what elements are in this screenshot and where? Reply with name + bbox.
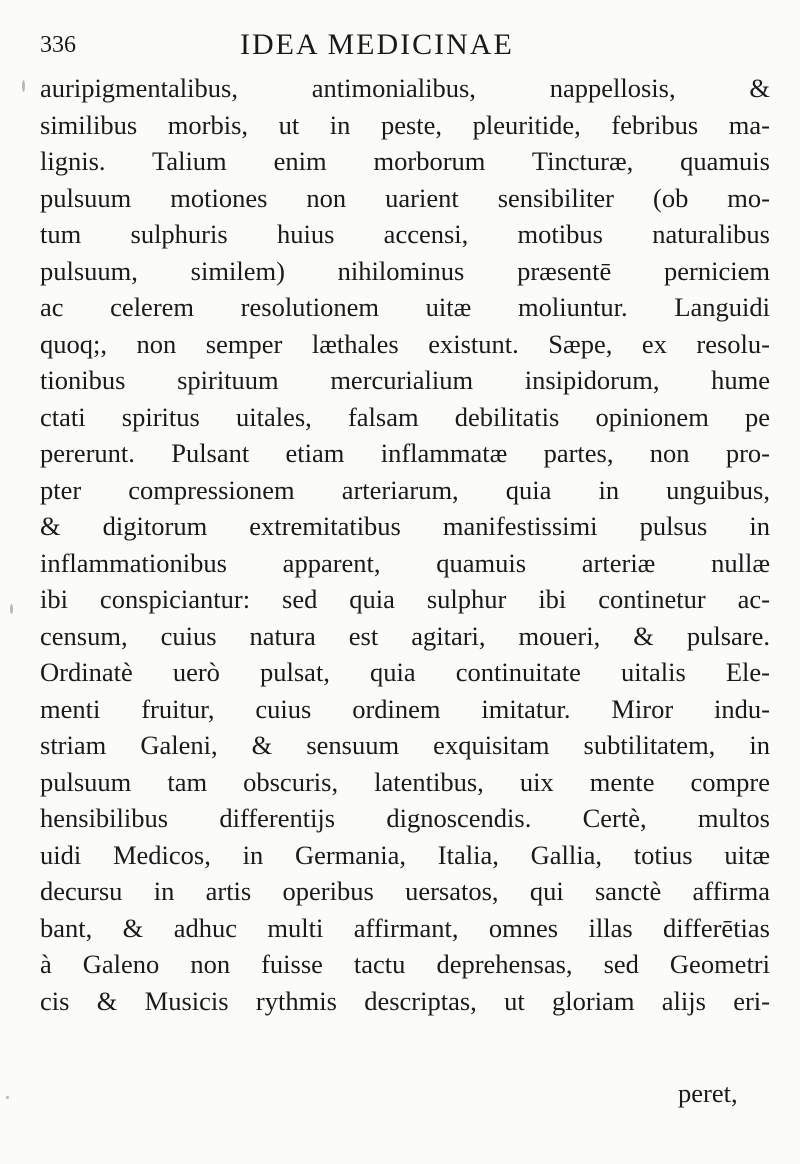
text-line: cis & Musicis rythmis descriptas, ut gloriam alijs eri- [40,985,770,1016]
text-line: censum, cuius natura est agitari, moueri, & pulsare. [40,620,770,651]
running-head: IDEA MEDICINAE [240,28,514,61]
ink-speck [6,1096,9,1099]
text-line: lignis. Talium enim morborum Tincturæ, quamuis [40,146,770,176]
ink-speck [10,604,13,614]
text-line: hensibilibus differentijs dignoscendis. Certè, multos [40,803,770,833]
text-line: pulsuum motiones non uarient sensibiliter (ob mo- [40,182,770,213]
text-line: bant, & adhuc multi affirmant, omnes illas differētias [40,912,770,943]
page-header [40,28,770,68]
body-text [40,70,770,1019]
text-line: striam Galeni, & sensuum exquisitam subtilitatem, in [40,730,770,760]
text-line: uidi Medicos, in Germania, Italia, Gallia, totius uitæ [40,839,770,870]
text-line: tionibus spirituum mercurialium insipidorum, hume [40,365,770,395]
text-line: inflammationibus apparent, quamuis arteriæ nullæ [40,547,770,578]
text-line: quoq;, non semper læthales existunt. Sæpe, ex resolu- [40,328,770,359]
page-number: 336 [40,32,76,58]
text-line: pter compressionem arteriarum, quia in unguibus, [40,474,770,505]
text-line: similibus morbis, ut in peste, pleuritide, febribus ma- [40,109,770,140]
text-line: ctati spiritus uitales, falsam debilitatis opinionem pe [40,401,770,432]
text-line: ibi conspiciantur: sed quia sulphur ibi continetur ac- [40,584,770,614]
text-line: pererunt. Pulsant etiam inflammatæ partes, non pro- [40,438,770,468]
ink-speck [22,80,25,92]
text-line: Ordinatè uerò pulsat, quia continuitate uitalis Ele- [40,657,770,687]
text-line: à Galeno non fuisse tactu deprehensas, sed Geometri [40,949,770,979]
text-line: auripigmentalibus, antimonialibus, nappellosis, & [40,73,770,103]
text-line: pulsuum tam obscuris, latentibus, uix mente compre [40,766,770,797]
text-line: menti fruitur, cuius ordinem imitatur. Miror indu- [40,693,770,724]
text-line: pulsuum, similem) nihilominus præsentē perniciem [40,255,770,286]
text-line: decursu in artis operibus uersatos, qui sanctè affirma [40,876,770,906]
text-line: ac celerem resolutionem uitæ moliuntur. Languidi [40,292,770,322]
catchword: peret, [678,1078,738,1108]
text-line: tum sulphuris huius accensi, motibus naturalibus [40,219,770,249]
text-line: & digitorum extremitatibus manifestissimi pulsus in [40,511,770,541]
